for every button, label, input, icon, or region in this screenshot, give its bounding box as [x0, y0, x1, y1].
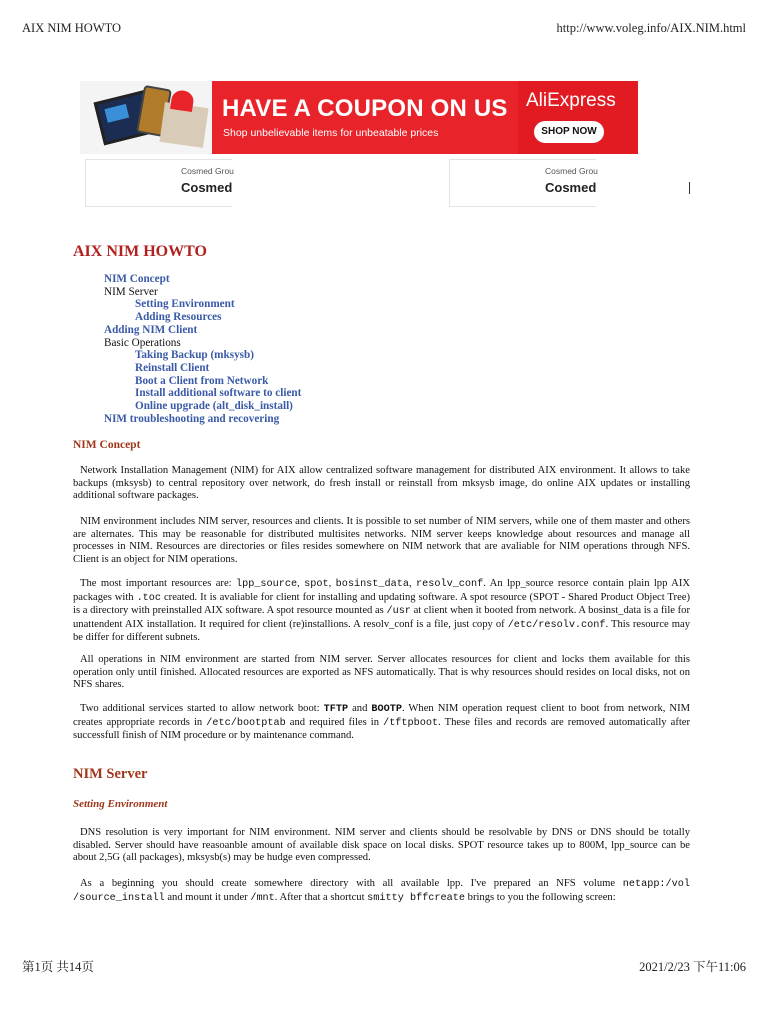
toc-link-install-software[interactable]: Install additional software to client	[135, 387, 302, 400]
ad-product-image	[80, 81, 212, 154]
paragraph-dns: DNS resolution is very important for NIM environment. NIM server and clients should be resolvable by DNS or DNS should be totally disabled. Server should have reasoanble amount of available disk space on local disks. SPOT resource takes up to 800M, lpp_source can be about 2,5G (all packages), mksysb(s) may be hudge even compressed.	[73, 827, 690, 864]
toc-link-taking-backup[interactable]: Taking Backup (mksysb)	[135, 349, 254, 362]
toc-link-nim-concept[interactable]: NIM Concept	[104, 273, 170, 285]
print-header-url: http://www.voleg.info/AIX.NIM.html	[556, 21, 746, 35]
print-footer-datetime: 2021/2/23 下午11:06	[639, 960, 746, 974]
gift-image	[159, 102, 208, 148]
toc-link-troubleshooting[interactable]: NIM troubleshooting and recovering	[104, 412, 280, 425]
ad-advertiser: Cosmed Grou	[181, 166, 234, 176]
toc-link-adding-nim-client[interactable]: Adding NIM Client	[104, 323, 198, 336]
ad-subline: Shop unbelievable items for unbeatable prices	[223, 127, 439, 139]
toc-item-basic-operations: Basic Operations	[104, 336, 181, 349]
shop-now-button[interactable]: SHOP NOW	[534, 121, 604, 143]
paragraph-resources: The most important resources are: lpp_source, spot, bosinst_data, resolv_conf. An lpp_source resorce contain plain lpp AIX packages with .toc created. It is avaliable for client for installing and updating software. A spot resource (SPOT - Shared Product Object Tree) is a directory with preinstalled AIX software. A spot resource mounted as /usr at client when it booted from network. A bosinst_data is a file for unattendent AIX installation. It required for client (re)installions. A resolv_conf is a file, just copy of /etc/resolv.conf. This resource may be differ for different subnets.	[73, 578, 691, 644]
section-heading-nim-server: NIM Server	[73, 766, 148, 782]
paragraph-nim-environment: NIM environment includes NIM server, resources and clients. It is possible to set number of NIM servers, while one of them master and others are alternates. This may be reasonable for distributed multisites networks. NIM server keeps knowledge about resources and manage all processes in NIM. Resources are directories or files resides somewhere on NIM network that are avaliable for NIM operations through NFS. Client is an object for NIM operations.	[73, 516, 690, 565]
text-ad-2[interactable]	[449, 159, 596, 207]
paragraph-beginning: As a beginning you should create somewhere directory with all available lpp. I've prepared an NFS volume netapp:/vol /source_install and mount it under /mnt. After that a shortcut smitty bffcreate brings to you the following screen:	[73, 878, 690, 904]
toc-link-boot-from-network[interactable]: Boot a Client from Network	[135, 374, 269, 387]
table-of-contents	[104, 273, 301, 425]
print-footer-page: 第1页 共14页	[22, 960, 94, 974]
paragraph-nim-intro: Network Installation Management (NIM) for AIX allow centralized software management for distributed AIX environment. It allows to take backups (mksysb) to central repository over network, do fresh install or reinstall from mksysb image, do online AIX updates or installing additional software packages.	[73, 465, 690, 502]
toc-link-adding-resources[interactable]: Adding Resources	[135, 311, 222, 324]
paragraph-network-boot: Two additional services started to allow network boot: TFTP and BOOTP. When NIM operation request client to boot from network, NIM creates appropriate records in /etc/bootptab and required files in /tftpboot. These files and records are removed automatically after successfull finish of NIM procedure or by maintenance command.	[73, 703, 691, 742]
toc-item-nim-server: NIM Server	[104, 285, 158, 298]
subsection-heading-setting-environment: Setting Environment	[73, 798, 168, 810]
ad-brand-logo: AliExpress	[526, 90, 616, 111]
section-heading-nim-concept: NIM Concept	[73, 439, 141, 451]
toc-link-reinstall-client[interactable]: Reinstall Client	[135, 361, 210, 374]
ad-banner[interactable]	[80, 81, 638, 154]
ad-headline: HAVE A COUPON ON US	[222, 95, 508, 122]
toc-link-online-upgrade[interactable]: Online upgrade (alt_disk_install)	[135, 400, 293, 413]
text-ad-1[interactable]	[85, 159, 232, 207]
ad-advertiser: Cosmed Grou	[545, 166, 598, 176]
toc-link-setting-environment[interactable]: Setting Environment	[135, 298, 235, 311]
ad-divider	[689, 182, 690, 194]
ad-title: Cosmed	[545, 180, 597, 195]
paragraph-operations: All operations in NIM environment are started from NIM server. Server allocates resources for client and locks them available for this operation only until finished. Allocated resources are exported as NFS automatically. That is why resources should resides on local disks, not on NFS shares.	[73, 654, 690, 691]
ad-title: Cosmed	[181, 180, 233, 195]
article-title: AIX NIM HOWTO	[73, 243, 207, 260]
print-header-title: AIX NIM HOWTO	[22, 21, 122, 35]
